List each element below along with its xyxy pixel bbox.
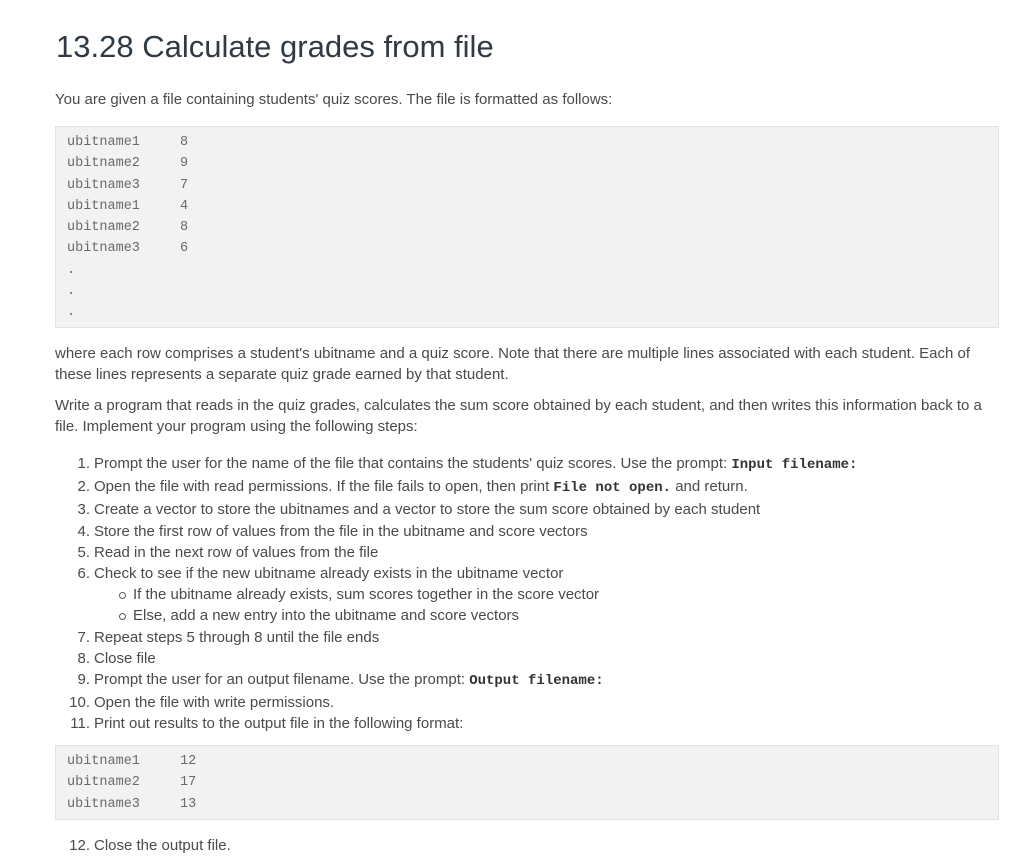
step-item: 10. Open the file with write permissions.: [69, 694, 335, 712]
prompt-code: Input filename:: [731, 457, 858, 473]
intro-text: You are given a file containing students' quiz scores. The file is formatted as follows:: [55, 91, 613, 108]
step-item: 11. Print out results to the output file in the following format:: [70, 715, 464, 733]
substeps-list: [94, 584, 857, 626]
output-example-block: [55, 745, 999, 820]
prompt-code: Output filename:: [469, 673, 604, 690]
substep-item: If the ubitname already exists, sum scores together in the score vector: [94, 584, 857, 605]
step-item: 5. Read in the next row of values from the file: [77, 543, 379, 561]
substep-item: Else, add a new entry into the ubitname and score vectors: [94, 605, 857, 626]
step-item: 3. Create a vector to store the ubitnames and a vector to store the sum score obtained by each student: [77, 501, 761, 519]
step-item: 9. Prompt the user for an output filename. Use the prompt: Output filename:: [77, 671, 604, 690]
step-item: 2. Open the file with read permissions. If the file fails to open, then print File not open. and return.: [77, 478, 748, 497]
code-line: ubitname2 8: [67, 220, 189, 236]
code-line: .: [67, 284, 76, 300]
steps-list: [55, 453, 857, 735]
code-line: ubitname3 6: [67, 241, 189, 257]
step-item: 8. Close file: [77, 649, 156, 667]
code-line: ubitname2 17: [67, 775, 197, 791]
step-item: 4. Store the first row of values from the file in the ubitname and score vectors: [77, 522, 588, 540]
code-line: .: [67, 305, 76, 321]
code-line: ubitname3 7: [67, 177, 189, 193]
step-item: 1. Prompt the user for the name of the file that contains the students' quiz scores. Use the prompt: Input filename:: [77, 455, 858, 473]
step-item: 6. Check to see if the new ubitname already exists in the ubitname vector If the ubitname already exists, sum scores together in the score vector Else, add a new entry into the ubitname and score vectors: [55, 563, 857, 627]
task-text: Write a program that reads in the quiz grades, calculates the sum score obtained by each student, and then writes this information back to a file. Implement your program using the following steps:: [55, 397, 982, 435]
page-title: 13.28 Calculate grades from file: [56, 29, 494, 64]
input-example-block: [55, 126, 999, 328]
code-line: .: [67, 262, 76, 278]
step-item: 7. Repeat steps 5 through 8 until the file ends: [77, 628, 380, 646]
error-code: File not open.: [553, 480, 672, 497]
code-line: ubitname2 9: [67, 156, 189, 172]
code-line: ubitname1 12: [67, 754, 197, 769]
code-line: ubitname3 13: [67, 796, 197, 812]
bullet-circle-icon: [119, 613, 126, 620]
bullet-circle-icon: [119, 592, 126, 599]
step-item: 12. Close the output file.: [69, 837, 231, 854]
where-text: where each row comprises a student's ubitname and a quiz score. Note that there are multiple lines associated with each student. Each of these lines represents a separate quiz grade earned by that student.: [55, 345, 971, 383]
code-line: ubitname1 4: [67, 198, 189, 214]
code-line: ubitname1 8: [67, 135, 189, 150]
